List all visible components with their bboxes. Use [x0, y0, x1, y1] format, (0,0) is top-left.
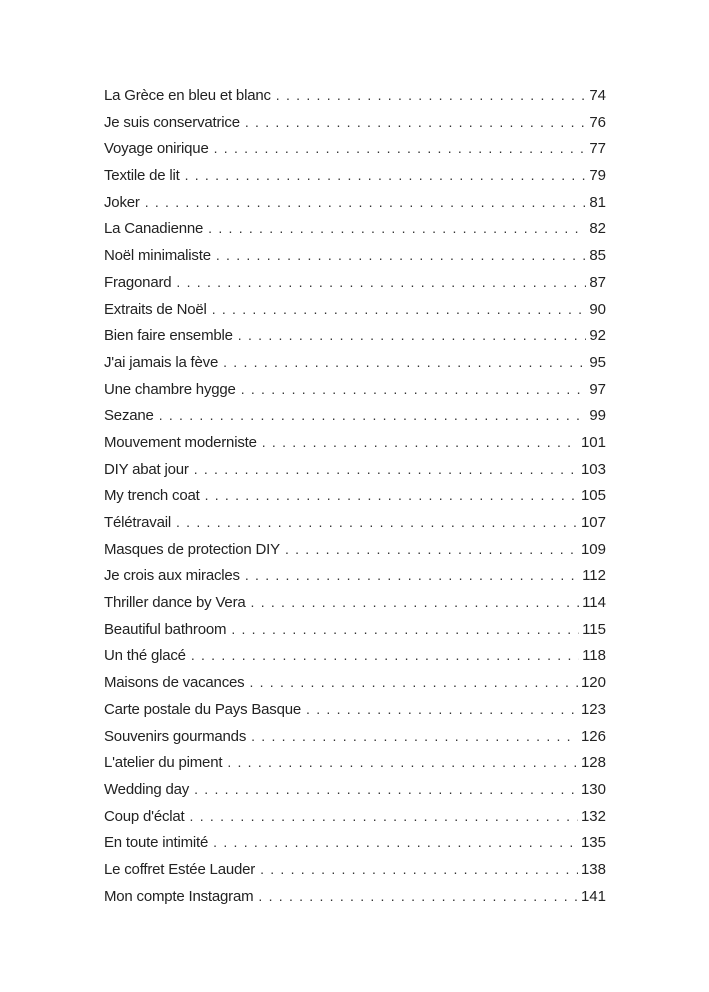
- dot-leader: [159, 402, 587, 429]
- dot-leader: [216, 242, 586, 269]
- toc-entry: [104, 669, 606, 696]
- toc-entry: [104, 696, 606, 723]
- toc-entry-page-number: 90: [589, 300, 606, 318]
- toc-entry: [104, 749, 606, 776]
- toc-entry: [104, 883, 606, 910]
- toc-entry-page-number: 97: [589, 380, 606, 398]
- dot-leader: [238, 322, 587, 349]
- toc-entry-title: Coup d'éclat: [104, 807, 185, 825]
- toc-entry: [104, 82, 606, 109]
- toc-entry: [104, 482, 606, 509]
- toc-entry-page-number: 85: [589, 247, 606, 265]
- dot-leader: [185, 162, 587, 189]
- dot-leader: [231, 616, 579, 643]
- toc-entry-title: Masques de protection DIY: [104, 540, 280, 558]
- toc-entry: [104, 162, 606, 189]
- dot-leader: [251, 723, 578, 750]
- toc-entry-title: Thriller dance by Vera: [104, 594, 246, 612]
- dot-leader: [190, 803, 578, 830]
- toc-entry-title: Une chambre hygge: [104, 380, 236, 398]
- toc-entry: [104, 109, 606, 136]
- toc-entry: [104, 509, 606, 536]
- toc-entry: [104, 349, 606, 376]
- toc-entry-page-number: 107: [580, 514, 606, 531]
- toc-entry: [104, 242, 606, 269]
- table-of-contents: [104, 82, 606, 909]
- dot-leader: [285, 536, 578, 563]
- dot-leader: [176, 269, 586, 296]
- dot-leader: [251, 589, 580, 616]
- toc-entry: [104, 456, 606, 483]
- toc-entry-page-number: 109: [580, 540, 606, 558]
- toc-entry-title: Un thé glacé: [104, 647, 186, 665]
- toc-entry-page-number: 92: [589, 327, 606, 345]
- toc-entry-page-number: 130: [580, 780, 606, 798]
- toc-entry-page-number: 115: [582, 620, 606, 638]
- toc-entry: [104, 376, 606, 403]
- toc-entry-title: My trench coat: [104, 487, 200, 505]
- toc-entry-title: Télétravail: [104, 514, 171, 531]
- dot-leader: [145, 189, 587, 216]
- toc-entry: [104, 402, 606, 429]
- toc-entry-title: En toute intimité: [104, 834, 209, 852]
- toc-entry-page-number: 105: [580, 487, 606, 505]
- toc-entry: [104, 215, 606, 242]
- toc-entry-title: Mouvement moderniste: [104, 433, 257, 451]
- toc-entry-title: Mon compte Instagram: [104, 887, 254, 905]
- dot-leader: [194, 456, 578, 483]
- toc-entry-title: Je crois aux miracles: [104, 567, 240, 585]
- toc-entry-title: Souvenirs gourmands: [104, 727, 247, 745]
- toc-entry: [104, 536, 606, 563]
- dot-leader: [213, 829, 578, 856]
- toc-entry-title: Bien faire ensemble: [104, 327, 233, 345]
- toc-entry: [104, 589, 606, 616]
- toc-entry-page-number: 118: [582, 647, 606, 665]
- dot-leader: [227, 749, 578, 776]
- toc-entry-page-number: 82: [589, 220, 606, 238]
- dot-leader: [260, 856, 578, 883]
- dot-leader: [194, 776, 578, 803]
- toc-entry-page-number: 101: [580, 433, 606, 451]
- toc-entry-page-number: 138: [580, 860, 606, 878]
- toc-entry-title: Textile de lit: [104, 167, 180, 185]
- toc-entry: [104, 856, 606, 883]
- dot-leader: [212, 296, 587, 323]
- toc-entry: [104, 269, 606, 296]
- toc-entry-title: Le coffret Estée Lauder: [104, 860, 256, 878]
- toc-entry-page-number: 112: [582, 567, 606, 585]
- dot-leader: [245, 109, 586, 136]
- dot-leader: [208, 215, 586, 242]
- toc-entry-title: Noël minimaliste: [104, 247, 211, 265]
- toc-entry-page-number: 103: [580, 460, 606, 478]
- toc-entry: [104, 776, 606, 803]
- toc-entry-title: J'ai jamais la fève: [104, 353, 219, 371]
- toc-entry: [104, 829, 606, 856]
- toc-entry-title: La Grèce en bleu et blanc: [104, 87, 271, 104]
- toc-entry-title: Je suis conservatrice: [104, 113, 240, 131]
- toc-entry: [104, 135, 606, 162]
- toc-entry-title: L'atelier du piment: [104, 754, 223, 772]
- toc-entry-page-number: 87: [589, 273, 606, 291]
- toc-entry-title: Joker: [104, 193, 140, 211]
- toc-entry: [104, 803, 606, 830]
- toc-entry-page-number: 128: [580, 754, 606, 772]
- toc-entry-page-number: 79: [589, 167, 606, 185]
- toc-entry-page-number: 81: [589, 193, 606, 211]
- toc-entry-title: Wedding day: [104, 780, 190, 798]
- toc-entry-page-number: 120: [580, 674, 606, 692]
- toc-entry-page-number: 77: [589, 140, 606, 158]
- toc-entry-title: Maisons de vacances: [104, 674, 245, 692]
- toc-entry: [104, 189, 606, 216]
- dot-leader: [276, 82, 587, 109]
- dot-leader: [191, 642, 579, 669]
- toc-entry-title: Beautiful bathroom: [104, 620, 227, 638]
- toc-entry: [104, 429, 606, 456]
- dot-leader: [205, 482, 578, 509]
- toc-entry: [104, 616, 606, 643]
- dot-leader: [262, 429, 578, 456]
- toc-entry: [104, 723, 606, 750]
- toc-entry-page-number: 126: [580, 727, 606, 745]
- toc-entry-page-number: 74: [589, 87, 606, 104]
- toc-entry-page-number: 135: [580, 834, 606, 852]
- toc-entry-title: Carte postale du Pays Basque: [104, 700, 302, 718]
- dot-leader: [176, 509, 578, 536]
- toc-entry-page-number: 114: [582, 594, 606, 612]
- toc-entry: [104, 562, 606, 589]
- dot-leader: [223, 349, 586, 376]
- toc-entry-page-number: 123: [580, 700, 606, 718]
- toc-entry: [104, 642, 606, 669]
- dot-leader: [245, 562, 579, 589]
- toc-entry: [104, 322, 606, 349]
- toc-entry-title: Sezane: [104, 407, 154, 425]
- toc-entry-page-number: 95: [589, 353, 606, 371]
- toc-entry-title: Voyage onirique: [104, 140, 209, 158]
- toc-entry-title: DIY abat jour: [104, 460, 189, 478]
- dot-leader: [241, 376, 587, 403]
- toc-entry-page-number: 76: [589, 113, 606, 131]
- dot-leader: [249, 669, 578, 696]
- dot-leader: [214, 135, 587, 162]
- toc-entry-title: Extraits de Noël: [104, 300, 207, 318]
- dot-leader: [258, 883, 578, 910]
- toc-entry-page-number: 99: [589, 407, 606, 425]
- dot-leader: [306, 696, 578, 723]
- toc-entry-page-number: 132: [580, 807, 606, 825]
- toc-entry-title: La Canadienne: [104, 220, 204, 238]
- toc-entry-title: Fragonard: [104, 273, 172, 291]
- toc-entry-page-number: 141: [580, 887, 606, 905]
- toc-entry: [104, 296, 606, 323]
